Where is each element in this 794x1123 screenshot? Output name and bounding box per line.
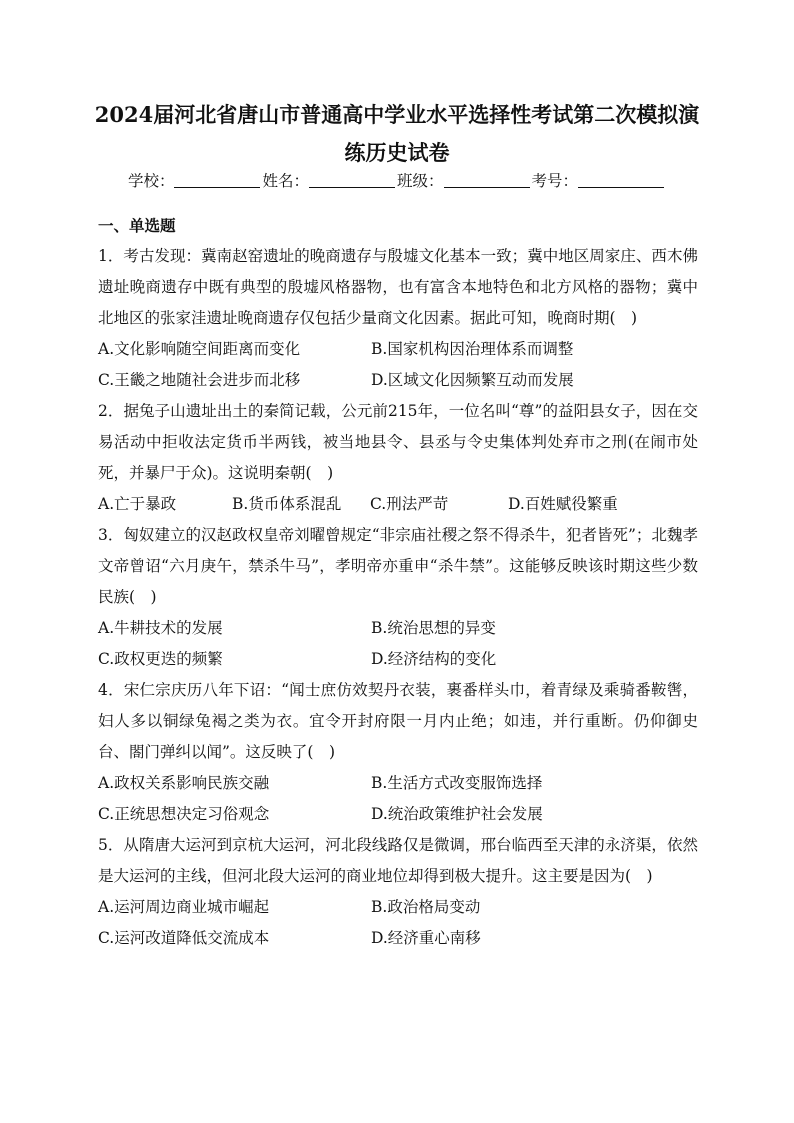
options-row	[98, 489, 698, 520]
option-d[interactable]: D.百姓赋役繁重	[508, 495, 618, 513]
question-stem: 1．考古发现：冀南赵窑遗址的晚商遗存与殷墟文化基本一致；冀中地区周家庄、西木佛遗址晚商遗存中既有典型的殷墟风格器物，也有富含本地特色和北方风格的器物；冀中北地区的张家洼遗址晚商遗存仅包括少量商文化因素。据此可知，晚商时期( )	[98, 247, 698, 327]
info-field-class	[397, 168, 532, 194]
name-blank[interactable]	[309, 171, 395, 188]
option-b[interactable]: B.生活方式改变服饰选择	[371, 774, 543, 792]
options-grid	[98, 334, 698, 396]
option-b[interactable]: B.货币体系混乱	[232, 495, 342, 513]
class-blank[interactable]	[444, 171, 530, 188]
exam-number-blank[interactable]	[578, 171, 664, 188]
question-3	[98, 520, 698, 675]
question-stem: 2．据兔子山遗址出土的秦简记载，公元前215年，一位名叫“尊”的益阳县女子，因在交易活动中拒收法定货币半两钱，被当地县令、县丞与令史集体判处弃市之刑(在闹市处死，并暴尸于众)。这说明秦朝( )	[98, 402, 698, 482]
option-a[interactable]: A.亡于暴政	[98, 495, 177, 513]
exam-title: 2024届河北省唐山市普通高中学业水平选择性考试第二次模拟演练历史试卷	[94, 102, 700, 165]
section-heading: 一、单选题	[98, 216, 176, 235]
option-d[interactable]: D.统治政策维护社会发展	[371, 805, 543, 823]
info-field-school	[128, 168, 263, 194]
question-stem: 4．宋仁宗庆历八年下诏：“闻士庶仿效契丹衣装，裹番样头巾，着青绿及乘骑番鞍辔，妇人多以铜绿兔褐之类为衣。宜令开封府限一月内止绝；如违，并行重断。仍仰御史台、閤门弹纠以闻”。这反映了( )	[98, 681, 698, 761]
option-a[interactable]: A.政权关系影响民族交融	[98, 774, 270, 792]
option-d[interactable]: D.经济重心南移	[371, 929, 481, 947]
question-1	[98, 241, 698, 396]
options-grid	[98, 613, 698, 675]
option-c[interactable]: C.运河改道降低交流成本	[98, 929, 270, 947]
option-b[interactable]: B.政治格局变动	[371, 898, 481, 916]
options-grid	[98, 768, 698, 830]
option-a[interactable]: A.运河周边商业城市崛起	[98, 898, 270, 916]
school-blank[interactable]	[174, 171, 260, 188]
option-c[interactable]: C.正统思想决定习俗观念	[98, 805, 270, 823]
info-field-name	[262, 168, 397, 194]
info-field-exam-number	[532, 168, 667, 194]
option-a[interactable]: A.文化影响随空间距离而变化	[98, 340, 301, 358]
question-4	[98, 675, 698, 830]
option-c[interactable]: C.刑法严苛	[370, 495, 449, 513]
option-d[interactable]: D.经济结构的变化	[371, 650, 497, 668]
option-c[interactable]: C.政权更迭的频繁	[98, 650, 223, 668]
option-b[interactable]: B.统治思想的异变	[371, 619, 496, 637]
option-a[interactable]: A.牛耕技术的发展	[98, 619, 223, 637]
question-section	[98, 211, 698, 954]
question-2	[98, 396, 698, 520]
student-info-row	[0, 168, 794, 194]
question-stem: 3．匈奴建立的汉赵政权皇帝刘曜曾规定“非宗庙社稷之祭不得杀牛，犯者皆死”；北魏孝文帝曾诏“六月庚午，禁杀牛马”，孝明帝亦重申“杀牛禁”。这能够反映该时期这些少数民族( )	[98, 526, 698, 606]
option-b[interactable]: B.国家机构因治理体系而调整	[371, 340, 574, 358]
options-grid	[98, 892, 698, 954]
question-5	[98, 830, 698, 954]
info-label: 考号：	[531, 172, 579, 190]
option-c[interactable]: C.王畿之地随社会进步而北移	[98, 371, 301, 389]
question-stem: 5．从隋唐大运河到京杭大运河，河北段线路仅是微调，邢台临西至天津的永济渠，依然是大运河的主线，但河北段大运河的商业地位却得到极大提升。这主要是因为( )	[98, 836, 698, 885]
option-d[interactable]: D.区域文化因频繁互动而发展	[371, 371, 574, 389]
info-label: 姓名：	[262, 172, 309, 190]
info-label: 班级：	[397, 172, 444, 190]
info-label: 学校：	[127, 172, 175, 190]
